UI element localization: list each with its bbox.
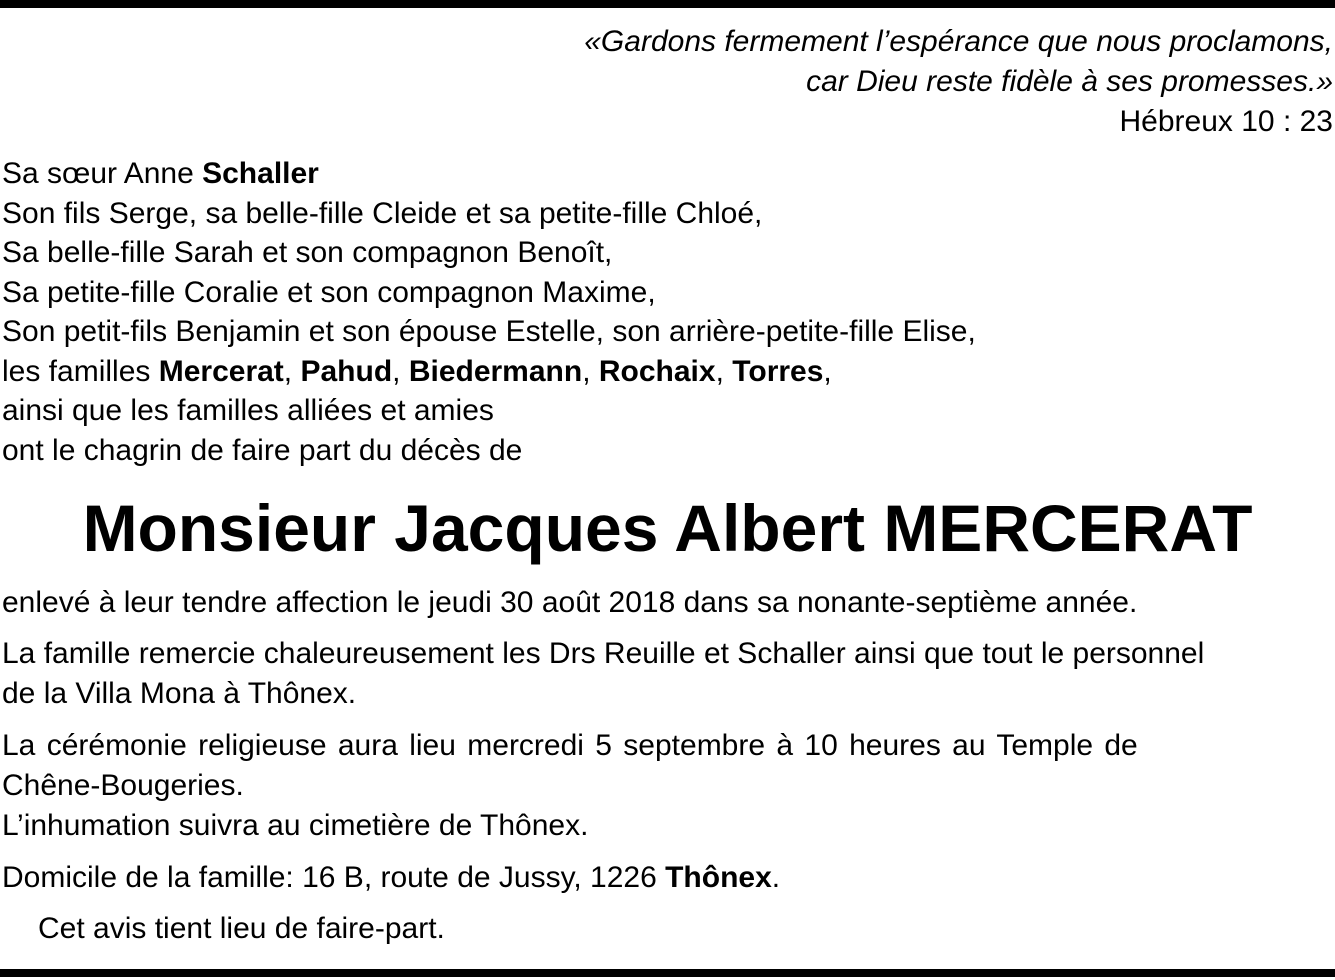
families-prefix: les familles — [2, 354, 159, 388]
family-line-allies: ainsi que les familles alliées et amies — [2, 394, 494, 427]
family-line-grandson: Son petit-fils Benjamin et son épouse Estelle, son arrière-petite-fille Elise, — [2, 315, 976, 348]
family-line-families: les familles Mercerat, Pahud, Biedermann, Rochaix, Torres, — [2, 354, 832, 388]
thanks-line-2: de la Villa Mona à Thônex. — [2, 677, 357, 710]
top-rule — [0, 0, 1335, 8]
ceremony-line-3: L’inhumation suivra au cimetière de Thônex. — [2, 809, 589, 842]
family-line-daughter-in-law: Sa belle-fille Sarah et son compagnon Benoît, — [2, 236, 613, 269]
family-name: Mercerat — [158, 354, 284, 388]
closing-text: Cet avis tient lieu de faire-part. — [38, 912, 445, 945]
family-announcement — [2, 154, 976, 470]
death-notice — [2, 583, 1334, 623]
scripture-quote — [584, 22, 1333, 142]
family-name: Torres — [732, 354, 824, 388]
quote-reference: Hébreux 10 : 23 — [1119, 105, 1333, 138]
family-line-granddaughter: Sa petite-fille Coralie et son compagnon Maxime, — [2, 275, 656, 309]
family-line-announcement: ont le chagrin de faire part du décès de — [2, 433, 523, 467]
thanks-line-1: La famille remercie chaleureusement les Drs Reuille et Schaller ainsi que tout le personnel — [2, 637, 1205, 670]
domicile-suffix: . — [771, 861, 781, 894]
family-name: Biedermann — [408, 354, 583, 388]
domicile-line — [2, 858, 1334, 898]
domicile-town: Thônex — [665, 861, 772, 894]
closing-paragraph — [38, 909, 1335, 949]
bottom-rule — [0, 969, 1335, 977]
quote-line-1: «Gardons fermement l’espérance que nous proclamons, — [584, 25, 1333, 58]
quote-line-2: car Dieu reste fidèle à ses promesses.» — [806, 65, 1333, 98]
death-notice-text: enlevé à leur tendre affection le jeudi 30 août 2018 dans sa nonante-septième année. — [2, 586, 1138, 619]
domicile-paragraph — [2, 858, 1334, 898]
domicile-prefix: Domicile de la famille: 16 B, route de Jussy, 1226 — [2, 861, 666, 894]
ceremony-paragraph — [2, 726, 1334, 846]
family-line-sister — [2, 154, 976, 194]
sister-surname: Schaller — [202, 157, 319, 190]
family-name: Rochaix — [598, 354, 716, 388]
sister-prefix: Sa sœur Anne — [2, 157, 203, 190]
family-name: Pahud — [300, 354, 393, 388]
ceremony-line-1: La cérémonie religieuse aura lieu mercredi 5 septembre à 10 heures au Temple de — [2, 729, 1138, 762]
deceased-name: Monsieur Jacques Albert MERCERAT — [82, 491, 1253, 565]
family-line-son: Son fils Serge, sa belle-fille Cleide et sa petite-fille Chloé, — [2, 196, 763, 230]
thanks-paragraph — [2, 634, 1334, 714]
ceremony-line-2: Chêne-Bougeries. — [2, 769, 244, 802]
